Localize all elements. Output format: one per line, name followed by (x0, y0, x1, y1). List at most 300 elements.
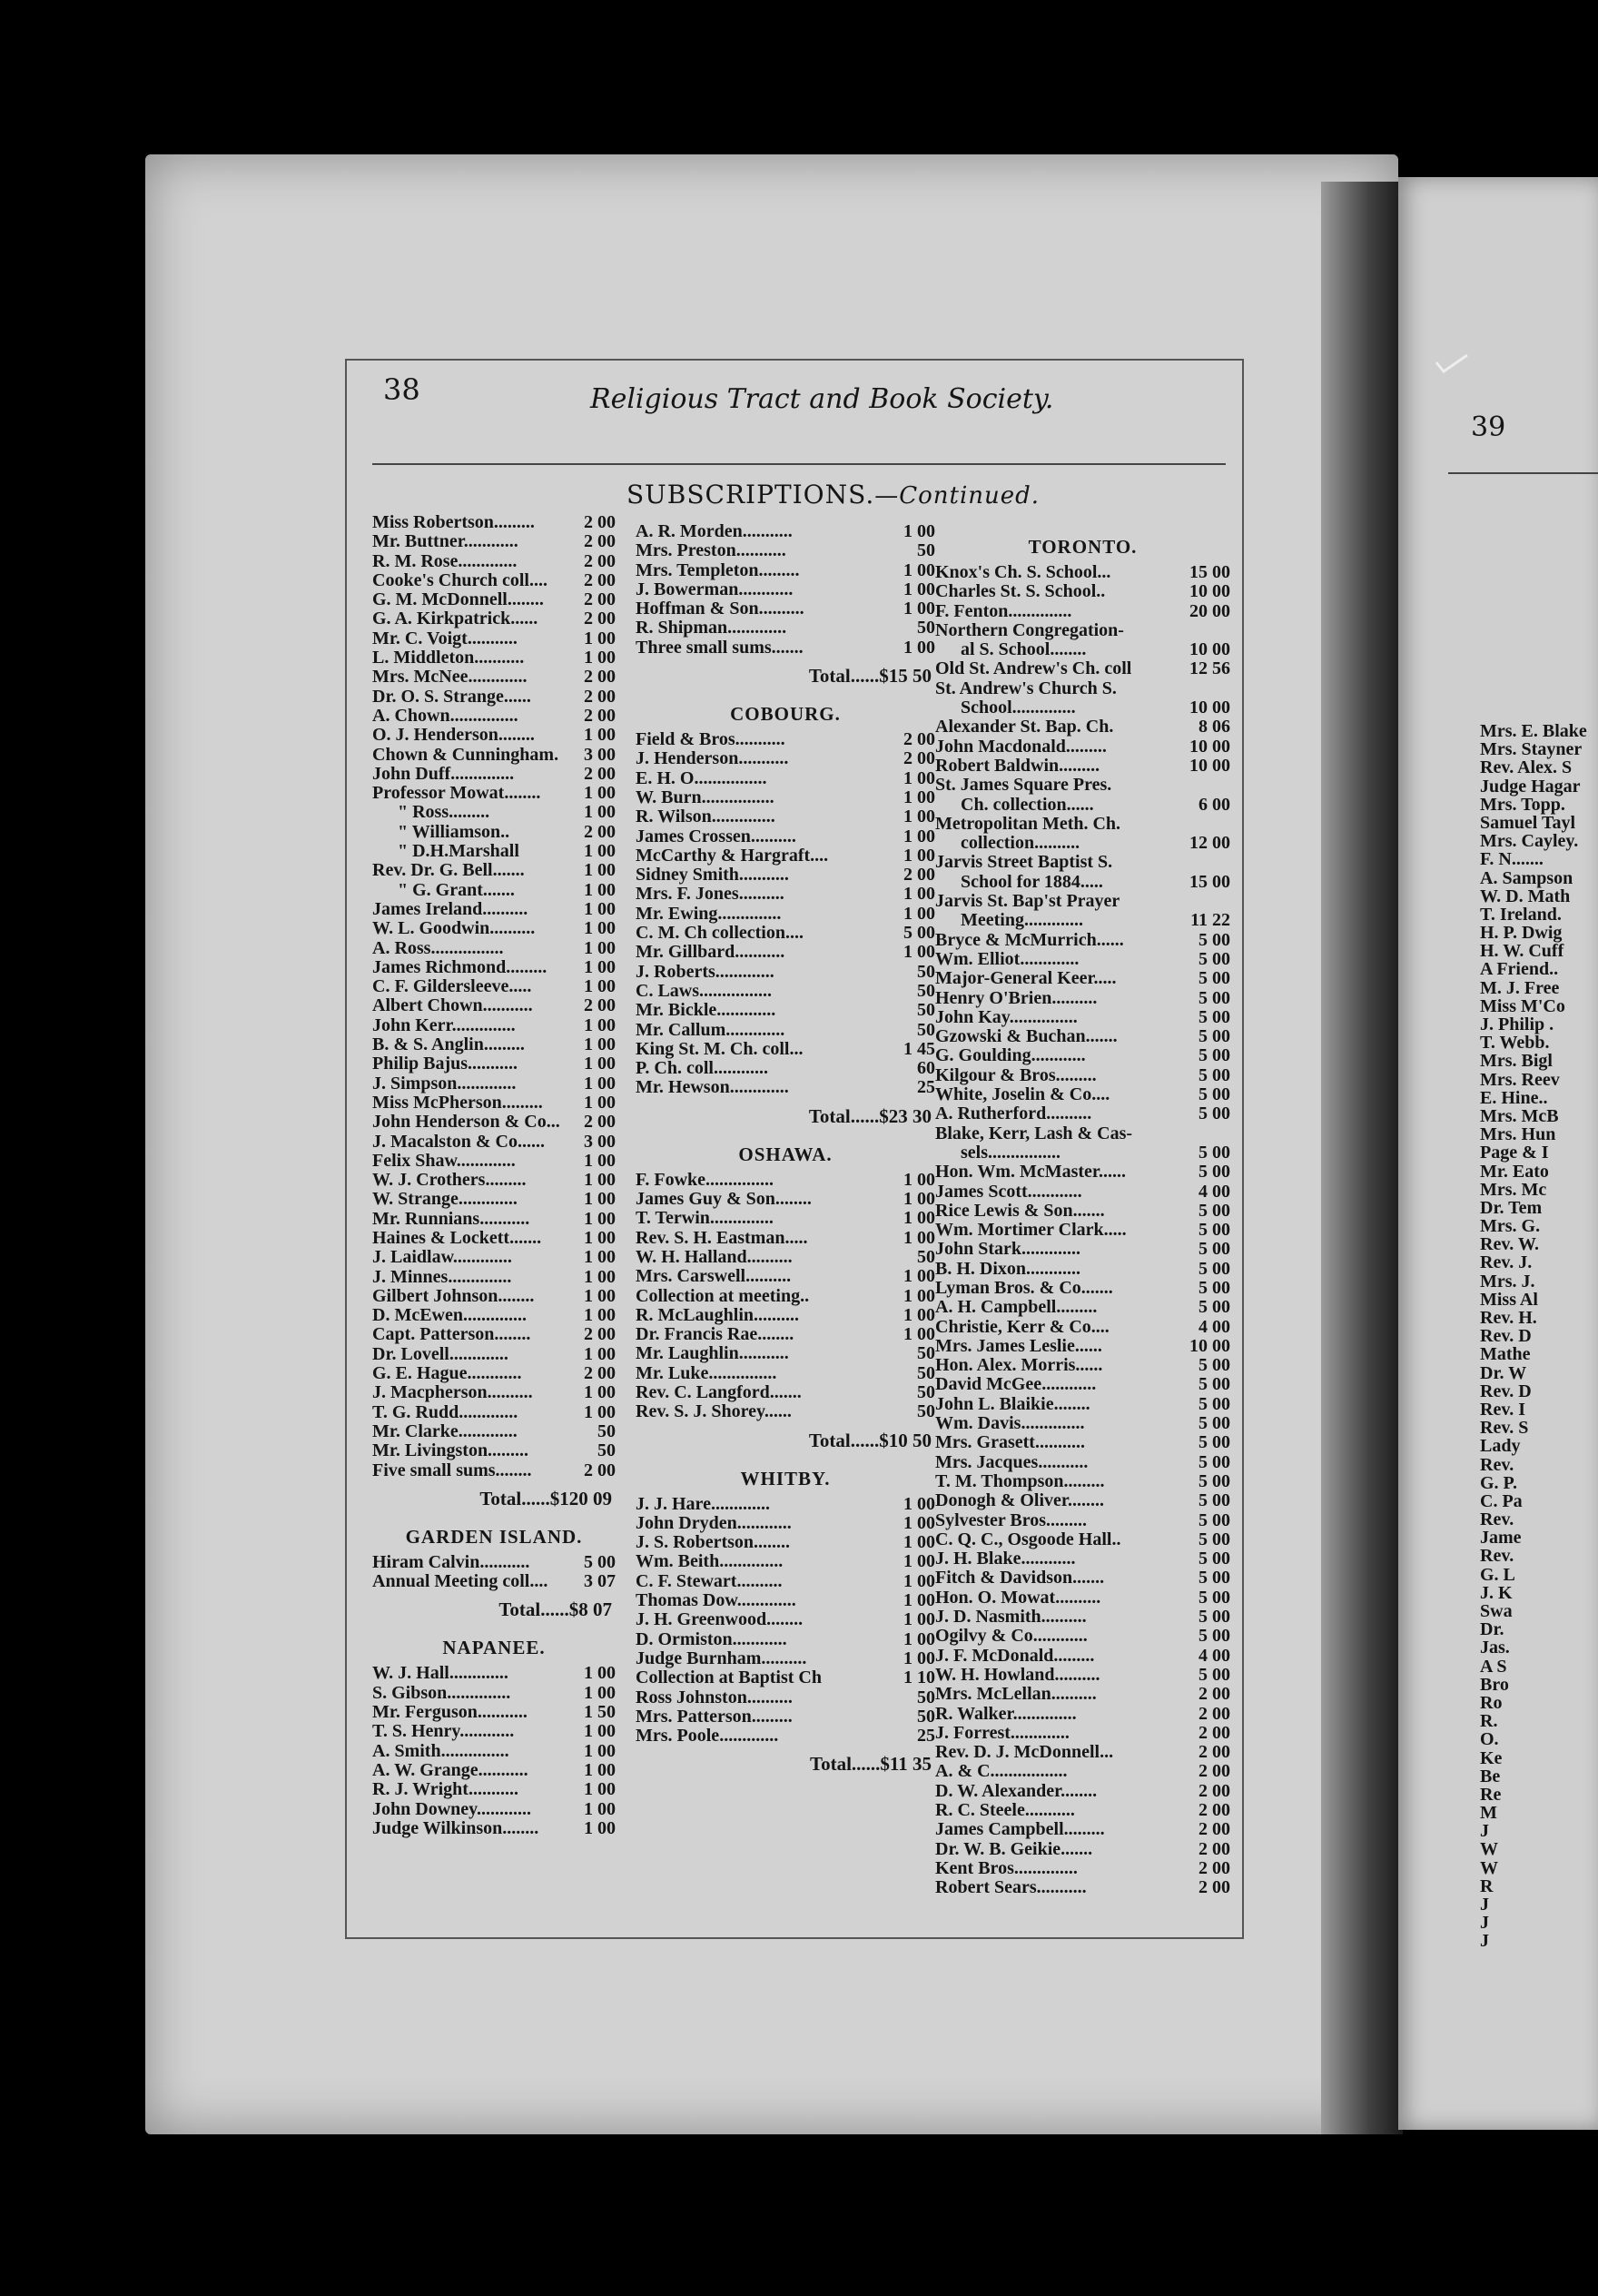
subscription-row (935, 1801, 1230, 1820)
subscription-row (636, 788, 935, 807)
subscription-amount: 2 00 (1198, 1761, 1230, 1782)
heading-title: SUBSCRIPTIONS. (626, 480, 875, 510)
subscription-amount: 50 (917, 1381, 935, 1402)
page-number: 38 (383, 372, 420, 407)
subscription-row (372, 1152, 616, 1171)
subscriber-name: Sidney Smith........... (636, 866, 789, 886)
subscriber-name: Robert Sears........... (935, 1878, 1087, 1898)
column-2-total: Total......$15 50 (808, 665, 932, 688)
subscription-amount: 1 00 (584, 1092, 616, 1113)
right-page-entry: Ke (1480, 1747, 1503, 1768)
right-page-entry: Miss Al (1480, 1289, 1538, 1310)
head-rule (372, 463, 1226, 465)
subscriber-name: Mrs. McNee............. (372, 668, 528, 688)
subscription-row (636, 1287, 935, 1306)
subscription-amount: 2 00 (903, 729, 935, 750)
subscription-amount: 5 00 (1198, 1200, 1230, 1221)
subscription-row (935, 659, 1230, 678)
subscriber-name: J. Bowerman............ (636, 579, 794, 599)
subscriber-name: E. H. O................ (636, 768, 767, 788)
subscription-amount: 1 00 (903, 1512, 935, 1533)
subscriber-name: Mrs. Templeton......... (636, 560, 800, 580)
right-page-entry: Miss M'Co (1480, 995, 1565, 1016)
subscription-row (636, 1402, 935, 1421)
subscriber-name: W. Burn................ (636, 787, 774, 807)
subscription-row (636, 1727, 935, 1746)
subscriber-name: Mr. C. Voigt........... (372, 628, 518, 648)
subscription-row (636, 1059, 935, 1078)
subscriber-name: John Stark............. (935, 1240, 1081, 1260)
right-page-entry: J. Philip . (1480, 1014, 1554, 1034)
subscription-amount: 1 00 (584, 1382, 616, 1403)
subscription-row (636, 1171, 935, 1190)
right-page-entry: Mrs. J. (1480, 1271, 1535, 1292)
subscription-row (636, 638, 935, 658)
subscription-amount: 2 00 (1198, 1703, 1230, 1724)
oshawa-title: OSHAWA. (738, 1143, 833, 1165)
subscription-row (935, 1840, 1230, 1859)
subscription-row (636, 827, 935, 846)
subscriber-name: Wm. Mortimer Clark..... (935, 1221, 1127, 1241)
subscription-amount: 5 00 (1198, 1355, 1230, 1376)
subscription-amount: 2 00 (584, 995, 616, 1016)
right-page-entry: Rev. (1480, 1546, 1514, 1567)
subscriber-name: Wm. Beith.............. (636, 1552, 784, 1572)
subscription-amount: 10 00 (1189, 1335, 1230, 1356)
subscription-amount: 1 00 (903, 1169, 935, 1190)
subscription-amount: 2 00 (584, 531, 616, 552)
subscriber-name: D. Ormiston............ (636, 1629, 787, 1649)
subscriber-name: W. H. Howland.......... (935, 1665, 1100, 1685)
subscription-row (935, 1163, 1230, 1182)
subscriber-name: J. J. Hare............. (636, 1494, 770, 1514)
garden-island-title: GARDEN ISLAND. (405, 1525, 583, 1548)
subscriber-name: T. Terwin.............. (636, 1209, 774, 1229)
cobourg-title: COBOURG. (730, 703, 841, 726)
subscription-amount (1178, 776, 1230, 795)
subscription-amount: 2 00 (584, 569, 616, 590)
subscription-row (636, 1001, 935, 1020)
subscriber-name: A. & C................. (935, 1762, 1068, 1782)
subscription-amount: 50 (597, 1440, 616, 1461)
subscriber-name: Hiram Calvin........... (372, 1552, 530, 1572)
right-page-entry: A S (1480, 1656, 1507, 1677)
subscriber-name: Rev. C. Langford....... (636, 1382, 802, 1402)
subscription-row (372, 958, 616, 977)
subscriber-name: R. Wilson.............. (636, 807, 775, 827)
right-page-entry: Bro (1480, 1674, 1509, 1695)
subscription-amount: 1 00 (584, 802, 616, 823)
subscription-row (935, 1260, 1230, 1279)
subscription-row (372, 861, 616, 880)
subscription-row (372, 996, 616, 1015)
right-page-entry: Dr. W (1480, 1362, 1527, 1383)
subscriber-name: W. L. Goodwin.......... (372, 919, 536, 939)
subscriber-name: Mr. Hewson............. (636, 1078, 789, 1098)
subscriber-name: Ogilvy & Co............ (935, 1627, 1088, 1647)
subscriber-name: Collection at Baptist Ch (636, 1668, 822, 1688)
subscriber-name: " Williamson.. (398, 822, 510, 842)
subscription-amount: 1 00 (903, 559, 935, 580)
subscriber-name: A. Rutherford.......... (935, 1104, 1092, 1124)
subscription-row (636, 1021, 935, 1040)
right-page-entry: Be (1480, 1766, 1501, 1786)
whitby-list (636, 1495, 935, 1747)
subscription-row (935, 1472, 1230, 1491)
subscription-amount: 1 00 (903, 1285, 935, 1306)
subscriber-name: King St. M. Ch. coll... (636, 1039, 804, 1059)
subscription-amount: 2 00 (1198, 1838, 1230, 1859)
subscriber-name: John Henderson & Co... (372, 1113, 560, 1133)
subscriber-name: " D.H.Marshall (398, 842, 519, 862)
subscriber-name: al S. School........ (961, 640, 1087, 660)
subscription-row (636, 1514, 935, 1533)
subscriber-name: White, Joselin & Co.... (935, 1085, 1110, 1105)
subscription-row (636, 807, 935, 826)
subscription-row (935, 1627, 1230, 1646)
subscription-row (636, 1610, 935, 1629)
subscription-row (935, 679, 1230, 698)
subscriber-name: Gzowski & Buchan....... (935, 1027, 1118, 1047)
right-page-entry: Judge Hagar (1480, 776, 1581, 797)
subscriber-name: James Scott............ (935, 1182, 1082, 1202)
right-page-entry: Mr. Eato (1480, 1161, 1549, 1182)
subscription-amount: 2 00 (1198, 1780, 1230, 1801)
subscriber-name: Jarvis St. Bap'st Prayer (935, 892, 1120, 912)
subscription-row (935, 737, 1230, 757)
subscriber-name: J. F. McDonald......... (935, 1646, 1095, 1666)
subscription-row (372, 552, 616, 571)
right-page-entry: Page & I (1480, 1143, 1549, 1163)
column-3 (935, 527, 1230, 1897)
subscription-amount: 1 00 (903, 1532, 935, 1553)
subscription-amount: 50 (917, 1706, 935, 1727)
subscriber-name: D. McEwen.............. (372, 1306, 527, 1326)
subscriber-name: R. C. Steele........... (935, 1801, 1075, 1820)
running-head: Religious Tract and Book Society. (590, 383, 1054, 415)
column-1-total: Total......$120 09 (479, 1487, 612, 1509)
subscription-row (935, 873, 1230, 892)
subscription-row (636, 1325, 935, 1344)
column-1 (372, 513, 616, 1838)
subscriber-name: Meeting............. (961, 911, 1083, 931)
subscriber-name: T. M. Thompson......... (935, 1471, 1105, 1491)
subscriber-name: Annual Meeting coll.... (372, 1572, 548, 1592)
subscription-amount: 1 00 (584, 1798, 616, 1819)
subscription-amount: 2 00 (1198, 1800, 1230, 1820)
subscriber-name: Mr. Gillbard........... (636, 943, 785, 963)
subscription-row (372, 881, 616, 900)
subscriber-name: Wm. Elliot............. (935, 949, 1080, 969)
subscription-amount: 25 (917, 1726, 935, 1747)
right-page-entry: Rev. (1480, 1454, 1514, 1475)
subscriber-name: Gilbert Johnson........ (372, 1286, 535, 1306)
subscriber-name: J. D. Nasmith.......... (935, 1608, 1087, 1628)
subscriber-name: Mrs. Patterson......... (636, 1707, 793, 1727)
subscription-amount: 5 00 (1198, 1490, 1230, 1511)
subscription-row (372, 842, 616, 861)
subscription-amount: 1 10 (903, 1668, 935, 1688)
subscription-amount: 2 00 (584, 1363, 616, 1384)
subscription-row (935, 582, 1230, 601)
subscriber-name: Rev. S. J. Shorey...... (636, 1402, 792, 1422)
subscriber-name: Mrs. James Leslie...... (935, 1336, 1102, 1356)
subscription-amount: 1 00 (584, 1721, 616, 1742)
subscriber-name: Donogh & Oliver........ (935, 1491, 1104, 1511)
subscription-amount: 1 00 (584, 1305, 616, 1326)
subscription-row (372, 1054, 616, 1074)
subscription-amount: 11 22 (1190, 910, 1230, 931)
subscription-amount: 1 00 (584, 860, 616, 881)
subscription-amount: 1 00 (584, 1247, 616, 1268)
subscription-amount: 5 00 (1198, 1413, 1230, 1434)
right-page-entry: R. (1480, 1711, 1498, 1732)
subscriber-name: Ross Johnston.......... (636, 1687, 793, 1707)
subscription-amount: 10 00 (1189, 698, 1230, 718)
subscription-row (935, 1356, 1230, 1375)
subscriber-name: John L. Blaikie........ (935, 1394, 1090, 1414)
subscription-row (372, 765, 616, 784)
subscriber-name: Capt. Patterson........ (372, 1325, 531, 1345)
column-2-list (636, 522, 935, 658)
subscription-row (636, 1630, 935, 1649)
subscription-row (372, 707, 616, 726)
subscriber-name: McCarthy & Hargraft.... (636, 846, 829, 866)
right-page-entry: Rev. (1480, 1509, 1514, 1530)
subscription-row (636, 1040, 935, 1059)
right-page-entry: Rev. H. (1480, 1308, 1537, 1328)
subscription-row (636, 619, 935, 638)
subscription-row (935, 1337, 1230, 1356)
subscriber-name: James Campbell......... (935, 1820, 1105, 1840)
subscription-row (935, 602, 1230, 621)
subscription-row (935, 1878, 1230, 1897)
subscription-row (372, 919, 616, 938)
toronto-title: TORONTO. (1028, 536, 1138, 558)
right-page-entry: H. P. Dwig (1480, 923, 1563, 944)
subscription-amount: 50 (917, 1343, 935, 1364)
subscription-row (372, 1780, 616, 1799)
subscription-amount: 1 00 (903, 903, 935, 924)
subscription-row (636, 730, 935, 749)
subscription-amount: 1 00 (584, 1054, 616, 1074)
subscriber-name: Dr. Lovell............. (372, 1344, 508, 1364)
subscription-row (935, 1085, 1230, 1104)
subscription-amount: 5 00 (1198, 1470, 1230, 1491)
subscriber-name: J. Roberts............. (636, 962, 774, 982)
right-page-entry: Mathe (1480, 1344, 1531, 1365)
right-page-entry: Rev. D (1480, 1326, 1532, 1347)
subscriber-name: R. J. Wright........... (372, 1780, 518, 1800)
subscriber-name: Hoffman & Son.......... (636, 599, 804, 619)
subscription-row (935, 1820, 1230, 1839)
subscriber-name: Mrs. McLellan.......... (935, 1685, 1097, 1705)
subscription-row (372, 609, 616, 628)
subscription-amount: 2 00 (1198, 1684, 1230, 1705)
subscriber-name: T. G. Rudd............. (372, 1402, 518, 1422)
subscription-row (935, 1666, 1230, 1685)
subscription-row (372, 648, 616, 668)
subscription-amount: 1 00 (903, 1590, 935, 1611)
subscription-row (935, 1685, 1230, 1704)
right-page-entry: W (1480, 1839, 1498, 1860)
subscriber-name: Mrs. Poole............. (636, 1727, 779, 1747)
subscriber-name: School for 1884..... (961, 872, 1103, 892)
right-page-entry: Jame (1480, 1528, 1522, 1549)
subscriber-name: John Dryden............ (636, 1513, 792, 1533)
subscription-amount: 1 00 (903, 599, 935, 619)
subscription-row (372, 1422, 616, 1441)
subscriber-name: B. & S. Anglin......... (372, 1035, 525, 1055)
right-page-entry: Ro (1480, 1692, 1503, 1713)
subscription-row (372, 1684, 616, 1703)
subscriber-name: C. M. Ch collection.... (636, 924, 804, 944)
subscription-amount (1178, 1124, 1230, 1143)
subscriber-name: John Kerr.............. (372, 1015, 516, 1035)
subscription-row (372, 726, 616, 745)
subscriber-name: John Macdonald......... (935, 737, 1107, 757)
subscription-amount (1178, 621, 1230, 640)
subscription-row (372, 746, 616, 765)
subscription-amount: 1 00 (584, 1150, 616, 1171)
subscriber-name: G. Goulding............ (935, 1046, 1086, 1066)
subscription-amount: 8 06 (1198, 717, 1230, 737)
subscriber-name: B. H. Dixon............ (935, 1259, 1081, 1279)
subscriber-name: Felix Shaw............. (372, 1151, 516, 1171)
subscription-amount: 5 00 (1198, 1277, 1230, 1298)
subscriber-name: James Guy & Son........ (636, 1190, 812, 1210)
subscription-amount: 1 00 (903, 521, 935, 541)
subscription-row (935, 1318, 1230, 1337)
subscription-amount: 4 00 (1198, 1645, 1230, 1666)
subscriber-name: Mr. Ferguson........... (372, 1703, 528, 1723)
subscription-amount: 5 00 (1198, 1045, 1230, 1066)
subscriber-name: Mr. Ewing.............. (636, 904, 782, 924)
subscriber-name: Hon. Alex. Morris...... (935, 1356, 1103, 1376)
subscription-row (935, 757, 1230, 776)
subscriber-name: A. Ross................ (372, 938, 504, 958)
subscription-amount: 2 00 (903, 748, 935, 769)
subscription-row (372, 1364, 616, 1383)
subscription-amount: 1 00 (584, 1073, 616, 1094)
oshawa-list (636, 1171, 935, 1422)
subscription-amount: 1 00 (584, 1285, 616, 1306)
right-page-entry: J (1480, 1821, 1489, 1842)
subscription-row (636, 749, 935, 768)
subscriber-name: Mrs. Jacques........... (935, 1452, 1089, 1472)
subscription-row (372, 1035, 616, 1054)
subscriber-name: C. F. Stewart.......... (636, 1571, 783, 1591)
subscription-amount: 1 00 (584, 898, 616, 919)
subscriber-name: Miss McPherson......... (372, 1093, 543, 1113)
subscription-amount: 5 00 (1198, 1064, 1230, 1085)
subscriber-name: Judge Burnham.......... (636, 1648, 807, 1668)
subscription-row (935, 1511, 1230, 1530)
subscription-amount: 5 00 (1198, 1432, 1230, 1453)
subscription-amount: 5 00 (1198, 1393, 1230, 1414)
subscription-amount: 1 00 (584, 1208, 616, 1229)
subscription-row (935, 911, 1230, 930)
subscription-amount: 2 00 (903, 865, 935, 886)
subscriber-name: J. Minnes.............. (372, 1267, 512, 1287)
napanee-list (372, 1664, 616, 1838)
subscriber-name: Ch. collection...... (961, 795, 1094, 815)
subscription-row (935, 1782, 1230, 1801)
subscription-row (935, 1743, 1230, 1762)
subscriber-name: Five small sums........ (372, 1460, 532, 1480)
right-page-entry: Mrs. E. Blake (1480, 721, 1587, 741)
subscription-amount: 2 00 (1198, 1742, 1230, 1763)
subscription-row (935, 718, 1230, 737)
subscriber-name: Mrs. Preston........... (636, 541, 786, 561)
right-page-entry: Mrs. Topp. (1480, 794, 1565, 815)
right-page-entry: E. Hine.. (1480, 1087, 1548, 1108)
subscription-amount: 2 00 (584, 821, 616, 842)
subscriber-name: Miss Robertson......... (372, 513, 535, 532)
subscriber-name: Major-General Keer..... (935, 969, 1117, 989)
subscription-row (372, 1572, 616, 1591)
subscription-amount: 3 00 (584, 1131, 616, 1152)
subscription-row (372, 1800, 616, 1819)
subscription-row (935, 1453, 1230, 1472)
subscriber-name: " G. Grant....... (398, 880, 515, 900)
subscription-row (636, 1364, 935, 1383)
subscriber-name: F. Fenton.............. (935, 601, 1072, 621)
subscriber-name: Knox's Ch. S. School... (935, 563, 1111, 582)
right-page-entry: Re (1480, 1784, 1502, 1805)
right-page-entry: A Friend.. (1480, 959, 1559, 980)
subscriber-name: Mrs. Carswell.......... (636, 1267, 792, 1287)
subscription-amount: 2 00 (584, 705, 616, 726)
oshawa-total: Total......$10 50 (808, 1429, 932, 1451)
subscription-row (372, 1133, 616, 1152)
subscription-amount: 3 07 (584, 1571, 616, 1592)
subscription-row (636, 1209, 935, 1228)
subscription-amount: 5 00 (584, 1551, 616, 1572)
subscription-amount: 1 00 (903, 826, 935, 846)
subscription-amount: 4 00 (1198, 1316, 1230, 1337)
subscription-row (935, 815, 1230, 834)
right-page-entry: A. Sampson (1480, 867, 1573, 888)
subscriber-name: Dr. W. B. Geikie....... (935, 1839, 1093, 1859)
column-2 (636, 522, 935, 1782)
right-page-entry: Mrs. Stayner (1480, 739, 1583, 760)
subscription-row (372, 784, 616, 803)
subscription-row (935, 1298, 1230, 1317)
subscriber-name: Old St. Andrew's Ch. coll (935, 659, 1132, 679)
subscriber-name: J. Macalston & Co...... (372, 1132, 545, 1152)
subscription-row (935, 1705, 1230, 1724)
subscription-amount: 5 00 (1198, 1607, 1230, 1628)
subscription-amount: 1 00 (903, 1189, 935, 1210)
subscription-amount: 1 00 (584, 1034, 616, 1055)
subscriber-name: Mrs. Grasett........... (935, 1433, 1085, 1453)
subscriber-name: Mr. Callum............. (636, 1020, 785, 1040)
right-page-entry: Mrs. McB (1480, 1105, 1559, 1126)
subscriber-name: John Kay............... (935, 1007, 1078, 1027)
subscription-amount: 1 00 (584, 783, 616, 804)
subscription-row (636, 1572, 935, 1591)
subscriber-name: Philip Bajus........... (372, 1054, 518, 1074)
right-page-entry: Jas. (1480, 1638, 1510, 1658)
subscription-row (372, 1210, 616, 1229)
subscription-amount: 12 00 (1189, 833, 1230, 854)
subscriber-name: A. Chown............... (372, 706, 518, 726)
subscription-row (935, 853, 1230, 872)
subscription-amount: 1 00 (584, 648, 616, 668)
right-page-entry: Rev. Alex. S (1480, 757, 1573, 778)
subscriber-name: Mr. Clarke............. (372, 1421, 518, 1441)
